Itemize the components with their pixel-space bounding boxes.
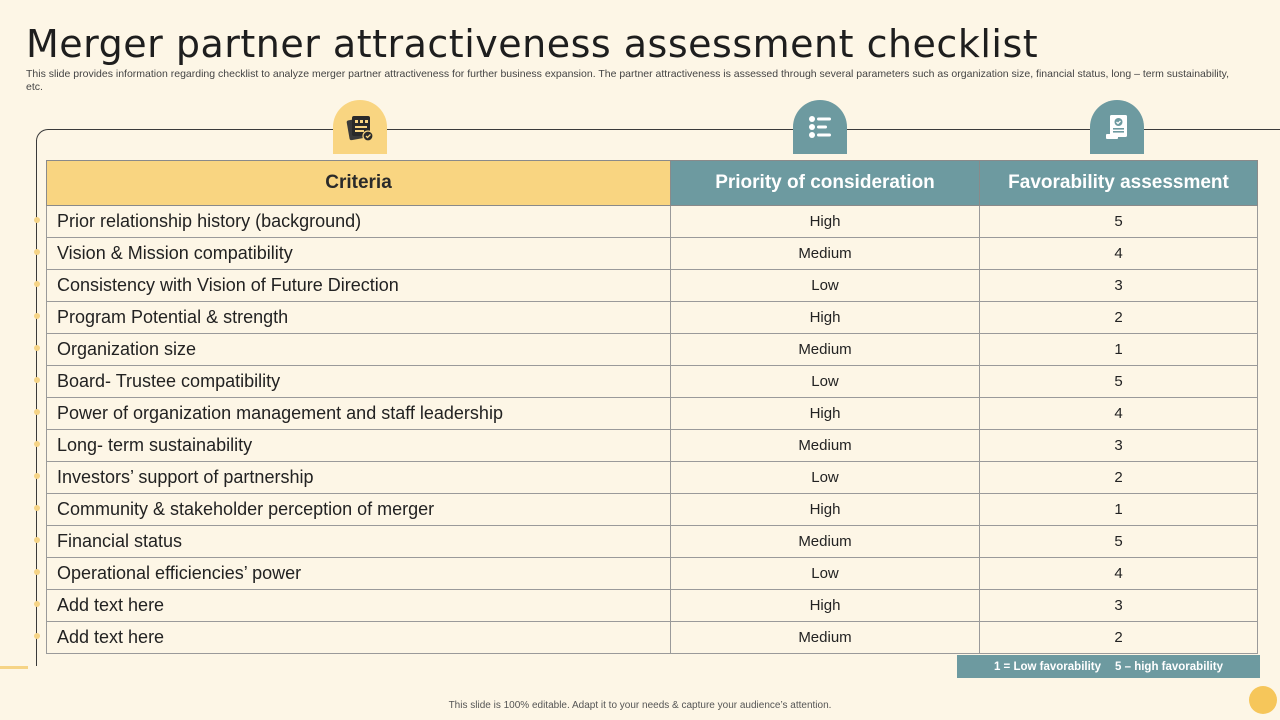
priority-cell: Medium [671,334,980,366]
priority-cell: Medium [671,526,980,558]
frame-corner [36,129,51,144]
criteria-cell: Power of organization management and staff leadership [47,398,671,430]
table-row [47,302,1258,334]
priority-cell: Medium [671,238,980,270]
corner-decoration [1249,686,1277,714]
favorability-cell: 1 [980,494,1258,526]
slide-title: Merger partner attractiveness assessment checklist [26,22,1039,66]
criteria-cell: Add text here [47,590,671,622]
priority-cell: Low [671,270,980,302]
criteria-cell: Vision & Mission compatibility [47,238,671,270]
favorability-cell: 3 [980,430,1258,462]
criteria-cell: Consistency with Vision of Future Direction [47,270,671,302]
priority-cell: Low [671,366,980,398]
criteria-cell: Community & stakeholder perception of merger [47,494,671,526]
favorability-cell: 4 [980,238,1258,270]
legend-low: 1 = Low favorability [993,660,1102,673]
certificate-icon [1101,111,1133,143]
criteria-cell: Add text here [47,622,671,654]
priority-cell: Medium [671,622,980,654]
table-row [47,206,1258,238]
priority-cell: Low [671,462,980,494]
header-criteria: Criteria [47,161,671,206]
criteria-cell: Long- term sustainability [47,430,671,462]
table-row [47,430,1258,462]
table-row [47,238,1258,270]
priority-cell: Medium [671,430,980,462]
table-row [47,366,1258,398]
favorability-cell: 5 [980,206,1258,238]
scorecard-icon-tab [333,100,387,154]
favorability-cell: 2 [980,302,1258,334]
favorability-cell: 1 [980,334,1258,366]
table-row [47,526,1258,558]
criteria-cell: Program Potential & strength [47,302,671,334]
favorability-legend [957,655,1260,678]
table-row [47,270,1258,302]
scorecard-icon [344,111,376,143]
criteria-cell: Investors’ support of partnership [47,462,671,494]
slide-subtitle: This slide provides information regarding checklist to analyze merger partner attractiveness for further business expansion. The partner attractiveness is assessed through several parameters such as organization size, financial status, long – term sustainability, etc. [26,68,1230,93]
table-row [47,334,1258,366]
table-row [47,398,1258,430]
table-row [47,590,1258,622]
priority-cell: High [671,302,980,334]
checklist-icon [804,111,836,143]
table-row [47,462,1258,494]
favorability-cell: 4 [980,398,1258,430]
priority-cell: High [671,398,980,430]
table-row [47,558,1258,590]
favorability-cell: 3 [980,590,1258,622]
criteria-cell: Organization size [47,334,671,366]
favorability-cell: 4 [980,558,1258,590]
certificate-icon-tab [1090,100,1144,154]
favorability-cell: 2 [980,622,1258,654]
priority-cell: High [671,590,980,622]
priority-cell: High [671,494,980,526]
header-favorability: Favorability assessment [980,161,1258,206]
yellow-accent-dash [0,666,28,669]
favorability-cell: 5 [980,366,1258,398]
criteria-cell: Prior relationship history (background) [47,206,671,238]
footer-note: This slide is 100% editable. Adapt it to your needs & capture your audience’s attention. [448,700,832,711]
table-row [47,494,1258,526]
favorability-cell: 2 [980,462,1258,494]
criteria-cell: Operational efficiencies’ power [47,558,671,590]
priority-cell: Low [671,558,980,590]
table-row [47,622,1258,654]
legend-high: 5 – high favorability [1115,660,1224,673]
priority-cell: High [671,206,980,238]
criteria-cell: Board- Trustee compatibility [47,366,671,398]
criteria-cell: Financial status [47,526,671,558]
favorability-cell: 5 [980,526,1258,558]
checklist-table [46,160,1258,654]
header-priority: Priority of consideration [671,161,980,206]
favorability-cell: 3 [980,270,1258,302]
table-header-row [47,161,1258,206]
checklist-icon-tab [793,100,847,154]
